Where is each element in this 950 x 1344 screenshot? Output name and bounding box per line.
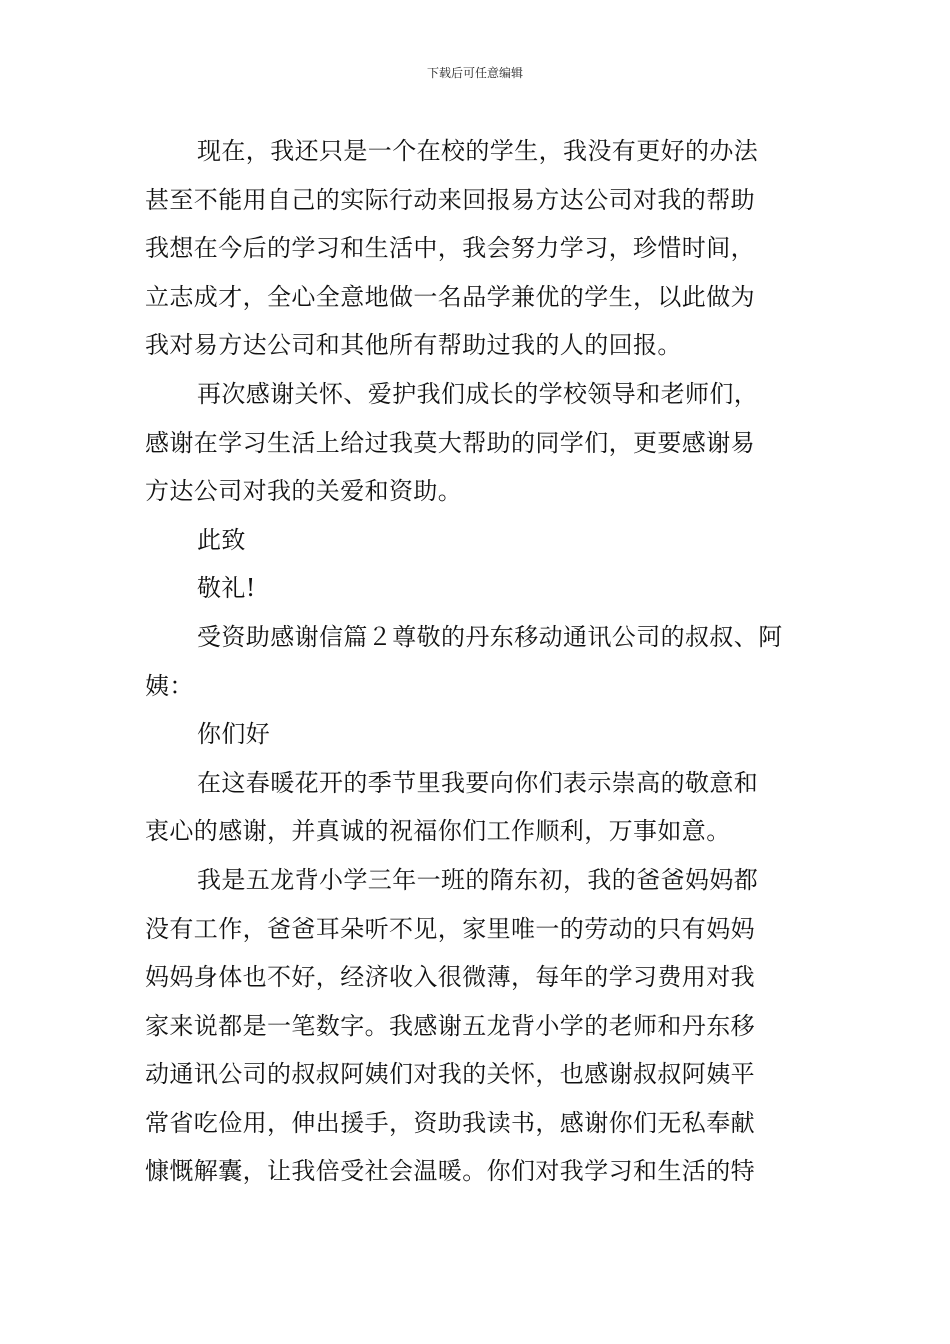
text-line: 方达公司对我的关爱和资助。	[145, 477, 463, 506]
text-line: 在这春暖花开的季节里我要向你们表示崇高的敬意和	[197, 768, 759, 797]
text-line: 慷慨解囊，让我倍受社会温暖。你们对我学习和生活的特	[145, 1157, 755, 1186]
section-heading-line: 姨：	[145, 671, 194, 700]
text-line: 现在，我还只是一个在校的学生，我没有更好的办法	[197, 137, 759, 165]
text-line: 立志成才，全心全意地做一名品学兼优的学生，以此做为	[145, 282, 755, 311]
text-line: 衷心的感谢，并真诚的祝福你们工作顺利，万事如意。	[145, 817, 731, 846]
text-line: 常省吃俭用，伸出援手，资助我读书，感谢你们无私奉献	[145, 1108, 755, 1137]
text-line: 家来说都是一笔数字。我感谢五龙背小学的老师和丹东移	[145, 1011, 755, 1040]
text-line: 动通讯公司的叔叔阿姨们对我的关怀，也感谢叔叔阿姨平	[145, 1060, 755, 1089]
page-header: 下载后可任意编辑	[426, 66, 523, 80]
text-line: 我对易方达公司和其他所有帮助过我的人的回报。	[145, 331, 682, 360]
greeting-line: 你们好	[197, 720, 271, 749]
salutation-line: 敬礼!	[197, 574, 256, 603]
document-body	[145, 127, 807, 1196]
text-line: 我想在今后的学习和生活中，我会努力学习，珍惜时间，	[145, 234, 755, 263]
text-line: 没有工作，爸爸耳朵听不见，家里唯一的劳动的只有妈妈	[145, 914, 755, 943]
closing-line: 此致	[197, 525, 246, 554]
text-line: 我是五龙背小学三年一班的隋东初，我的爸爸妈妈都	[197, 865, 759, 894]
text-line: 再次感谢关怀、爱护我们成长的学校领导和老师们，	[197, 379, 759, 408]
text-line: 妈妈身体也不好，经济收入很微薄，每年的学习费用对我	[145, 963, 755, 992]
text-line: 感谢在学习生活上给过我莫大帮助的同学们，更要感谢易	[145, 428, 755, 457]
section-heading-line: 受资助感谢信篇２尊敬的丹东移动通讯公司的叔叔、阿	[197, 622, 783, 651]
text-line: 甚至不能用自己的实际行动来回报易方达公司对我的帮助	[145, 185, 755, 214]
